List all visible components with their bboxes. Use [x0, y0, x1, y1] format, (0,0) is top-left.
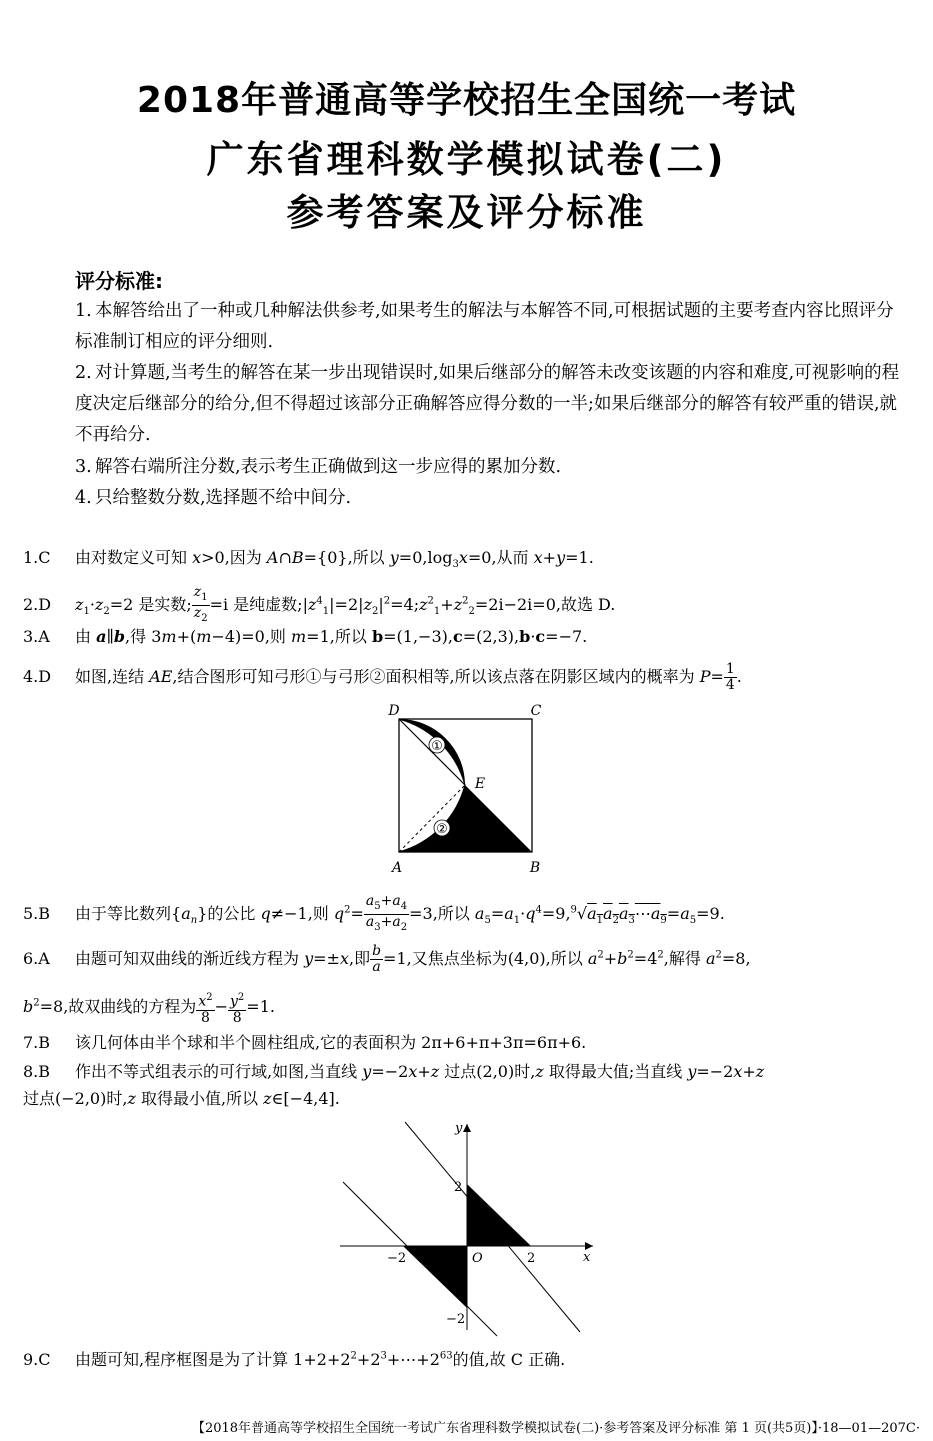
shaded-triangle-lower	[403, 1246, 467, 1308]
answer-q3	[23, 626, 913, 648]
answer-text: 由对数定义可知 x>0,因为 A∩B={0},所以 $y=0,\log_3x=0$,从而 x+y=1.	[75, 548, 594, 571]
answer-text: 该几何体由半个球和半个圆柱组成,它的表面积为 2π+6+π+3π=6π+6.	[75, 1033, 587, 1052]
answer-text: $z_1\cdot z_2=2$ 是实数; $\frac{z_1}{z_2}$ =i 是纯虚数$;|z^4_1|=2|z_2|^2=4;z^2_1+z^2_2=2i-2i=0$,故选 D.	[75, 584, 616, 624]
title-line-1: 2018年普通高等学校招生全国统一考试	[136, 80, 797, 121]
answer-q4	[23, 662, 913, 693]
criteria-num: 2.	[75, 363, 92, 383]
figure-square-arcs	[385, 700, 550, 880]
answer-label: 9.C	[23, 1350, 51, 1370]
criteria-item-2	[75, 358, 911, 451]
label-x-neg2: −2	[387, 1251, 407, 1266]
criteria-text: 对计算题,当考生的解答在某一步出现错误时,如果后继部分的解答未改变该题的内容和难度,可视影响的程度决定后继部分的给分,但不得超过该部分正确解答应得分数的一半;如果后继部分的解答有较严重的错误,就不再给分.	[75, 363, 900, 445]
label-x: x	[583, 1250, 591, 1265]
answer-text: 由 a∥b,得 3m+(m−4)=0,则 m=1,所以 b=(1,−3),c=(2,3),b·c=−7.	[75, 627, 588, 646]
region-2-label: ②	[436, 822, 448, 837]
answer-q6	[23, 944, 913, 975]
label-x-2: 2	[527, 1251, 536, 1266]
answer-text: 由题可知双曲线的渐近线方程为 y=±x,即 $\frac{b}{a}$ =1,又焦点坐标为(4,0),所以 $a^2+b^2=4^2$,解得 $a^2=8$,	[75, 943, 751, 975]
shaded-triangle-upper	[467, 1184, 531, 1246]
answer-q5	[23, 894, 913, 935]
region-1-label: ①	[431, 739, 443, 754]
answer-text: 由于等比数列$\{a_n\}$的公比 q≠−1,则 $q^2=$ $\frac{a_5+a_4}{a_3+a_2}$ =3,所以 $a_5=a_1\cdot q^4=9,^9√a_1a_2a_3\cdots a_9=a_5=9$.	[75, 893, 725, 933]
criteria-text: 本解答给出了一种或几种解法供参考,如果考生的解法与本解答不同,可根据试题的主要考查内容比照评分标准制订相应的评分细则.	[75, 301, 894, 352]
criteria-text: 解答右端所注分数,表示考生正确做到这一步应得的累加分数.	[95, 457, 562, 477]
criteria-heading: 评分标准:	[75, 269, 163, 293]
label-a: A	[391, 860, 403, 876]
figure-feasible-region	[335, 1118, 605, 1338]
answer-label: 4.D	[23, 667, 52, 686]
answer-label: 7.B	[23, 1033, 51, 1052]
label-origin: O	[472, 1251, 483, 1266]
answer-label: 1.C	[23, 548, 51, 567]
criteria-num: 4.	[75, 488, 92, 508]
answer-label: 2.D	[23, 594, 52, 614]
answer-label: 5.B	[23, 903, 51, 923]
criteria-item-1	[75, 296, 911, 358]
answer-q6-cont	[23, 990, 913, 1026]
answer-label: 8.B	[23, 1062, 51, 1081]
label-c: C	[530, 703, 542, 719]
label-b: B	[529, 860, 541, 876]
page-footer: 【2018年普通高等学校招生全国统一考试广东省理科数学模拟试卷(二)·参考答案及评分标准 第 1 页(共5页)】·18—01—207C·	[191, 1421, 920, 1436]
answer-label: 6.A	[23, 949, 50, 968]
line-boundary-1	[405, 1122, 580, 1332]
answer-q1	[23, 547, 913, 576]
answer-text: 作出不等式组表示的可行域,如图,当直线 y=−2x+z 过点(2,0)时,z 取得最大值;当直线 y=−2x+z	[75, 1062, 765, 1081]
answer-label: 3.A	[23, 627, 50, 646]
label-y-2: 2	[454, 1180, 463, 1195]
criteria-num: 1.	[75, 301, 92, 321]
criteria-item-4	[75, 483, 911, 514]
answer-q7	[23, 1032, 913, 1054]
label-y: y	[455, 1121, 463, 1136]
criteria-item-3	[75, 452, 911, 483]
answer-q8-cont	[23, 1088, 913, 1110]
answer-q2	[23, 585, 913, 626]
answer-q9	[23, 1346, 913, 1371]
label-d: D	[388, 703, 400, 719]
answer-text: 如图,连结 AE,结合图形可知弓形①与弓形②面积相等,所以该点落在阴影区域内的概率为 P= $\frac{1}{4}$ .	[75, 661, 742, 693]
title-line-2: 广东省理科数学模拟试卷(二)	[206, 138, 727, 181]
criteria-text: 只给整数分数,选择题不给中间分.	[95, 488, 352, 508]
title-line-3: 参考答案及评分标准	[286, 191, 647, 234]
answer-text: $b^2=8$,故双曲线的方程为 $\frac{x^2}{8}$ − $\frac{y^2}{8}$ =1.	[23, 992, 275, 1026]
answer-q8	[23, 1061, 913, 1083]
label-e: E	[474, 776, 486, 792]
y-axis-arrow	[463, 1124, 471, 1132]
answer-text: 过点(−2,0)时,z 取得最小值,所以 z∈[−4,4].	[23, 1089, 340, 1108]
answer-text: 由题可知,程序框图是为了计算 $1+2+2^2+2^3+\cdots+2^{63}$的值,故 C 正确.	[75, 1350, 566, 1370]
label-y-neg2: −2	[446, 1312, 466, 1327]
criteria-num: 3.	[75, 457, 92, 477]
x-axis-arrow	[585, 1242, 593, 1250]
